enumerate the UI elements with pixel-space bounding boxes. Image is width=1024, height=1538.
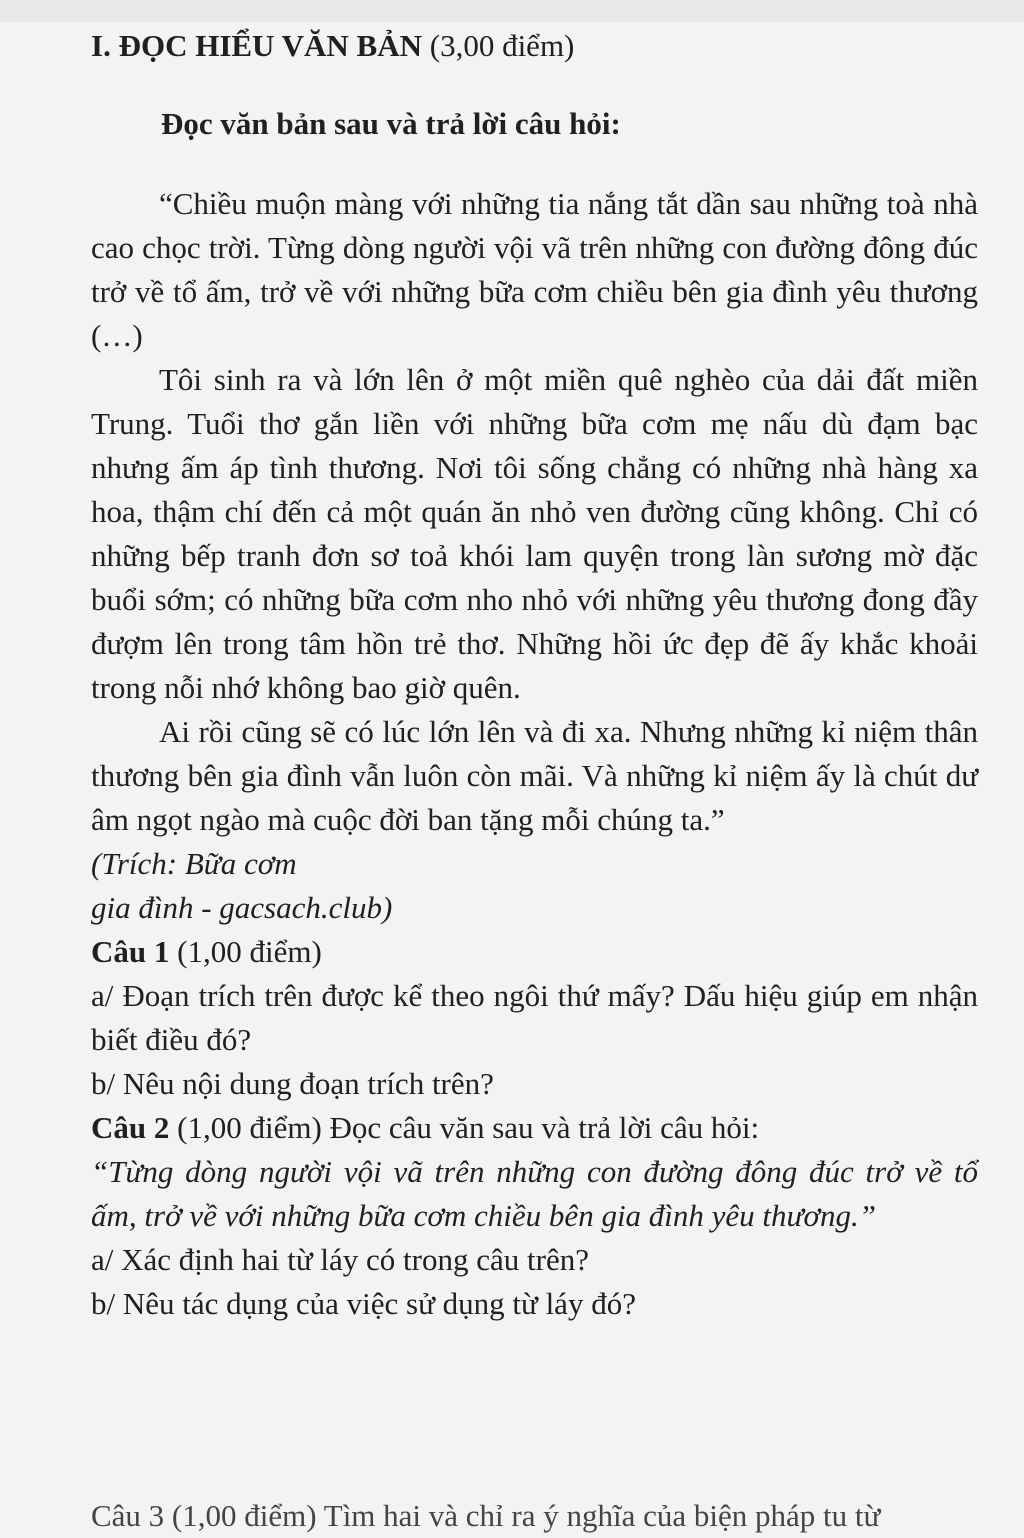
section-points: (3,00 điểm) xyxy=(429,28,575,63)
questions xyxy=(91,930,978,1326)
question-1-heading xyxy=(91,930,978,974)
passage-paragraph-1: “Chiều muộn màng với những tia nắng tắt dần sau những toà nhà cao chọc trời. Từng dòng người vội vã trên những con đường đông đúc trở về tổ ấm, trở về với những bữa cơm chiều bên gia đình yêu thương (…) xyxy=(91,186,978,353)
question-2-heading xyxy=(91,1106,978,1150)
reading-passage xyxy=(91,182,978,930)
citation-part-1: (Trích: Bữa cơm xyxy=(91,846,297,881)
question-2b: b/ Nêu tác dụng của việc sử dụng từ láy đó? xyxy=(91,1286,636,1321)
citation-part-2: gia đình - gacsach.club) xyxy=(91,890,393,925)
question-1a: a/ Đoạn trích trên được kể theo ngôi thứ mấy? Dấu hiệu giúp em nhận biết điều đó? xyxy=(91,978,978,1057)
section-heading xyxy=(91,26,978,66)
section-title: I. ĐỌC HIỂU VĂN BẢN xyxy=(91,28,422,63)
cut-off-line: Câu 3 (1,00 điểm) Tìm hai và chỉ ra ý nghĩa của biện pháp tu từ xyxy=(91,1498,881,1533)
instruction: Đọc văn bản sau và trả lời câu hỏi: xyxy=(161,106,621,141)
question-2-quote: “Từng dòng người vội vã trên những con đường đông đúc trở về tổ ấm, trở về với những bữa cơm chiều bên gia đình yêu thương.” xyxy=(91,1154,978,1233)
citation xyxy=(91,842,978,930)
question-2-label: Câu 2 xyxy=(91,1110,170,1145)
question-1-points: (1,00 điểm) xyxy=(169,934,322,969)
passage-paragraph-3: Ai rồi cũng sẽ có lúc lớn lên và đi xa. Nhưng những kỉ niệm thân thương bên gia đình vẫn luôn còn mãi. Và những kỉ niệm ấy là chút dư âm ngọt ngào mà cuộc đời ban tặng mỗi chúng ta.” xyxy=(91,714,978,837)
passage-paragraph-2: Tôi sinh ra và lớn lên ở một miền quê nghèo của dải đất miền Trung. Tuổi thơ gắn liền với những bữa cơm mẹ nấu dù đạm bạc nhưng ấm áp tình thương. Nơi tôi sống chẳng có những nhà hàng xa hoa, thậm chí đến cả một quán ăn nhỏ ven đường cũng không. Chỉ có những bếp tranh đơn sơ toả khói lam quyện trong làn sương mờ đặc buổi sớm; có những bữa cơm nho nhỏ với những yêu thương đong đầy đượm lên trong tâm hồn trẻ thơ. Những hồi ức đẹp đẽ ấy khắc khoải trong nỗi nhớ không bao giờ quên. xyxy=(91,362,978,705)
question-2a: a/ Xác định hai từ láy có trong câu trên? xyxy=(91,1242,589,1277)
question-2-prompt: (1,00 điểm) Đọc câu văn sau và trả lời câu hỏi: xyxy=(169,1110,760,1145)
question-1b: b/ Nêu nội dung đoạn trích trên? xyxy=(91,1066,494,1101)
question-1-label: Câu 1 xyxy=(91,934,170,969)
